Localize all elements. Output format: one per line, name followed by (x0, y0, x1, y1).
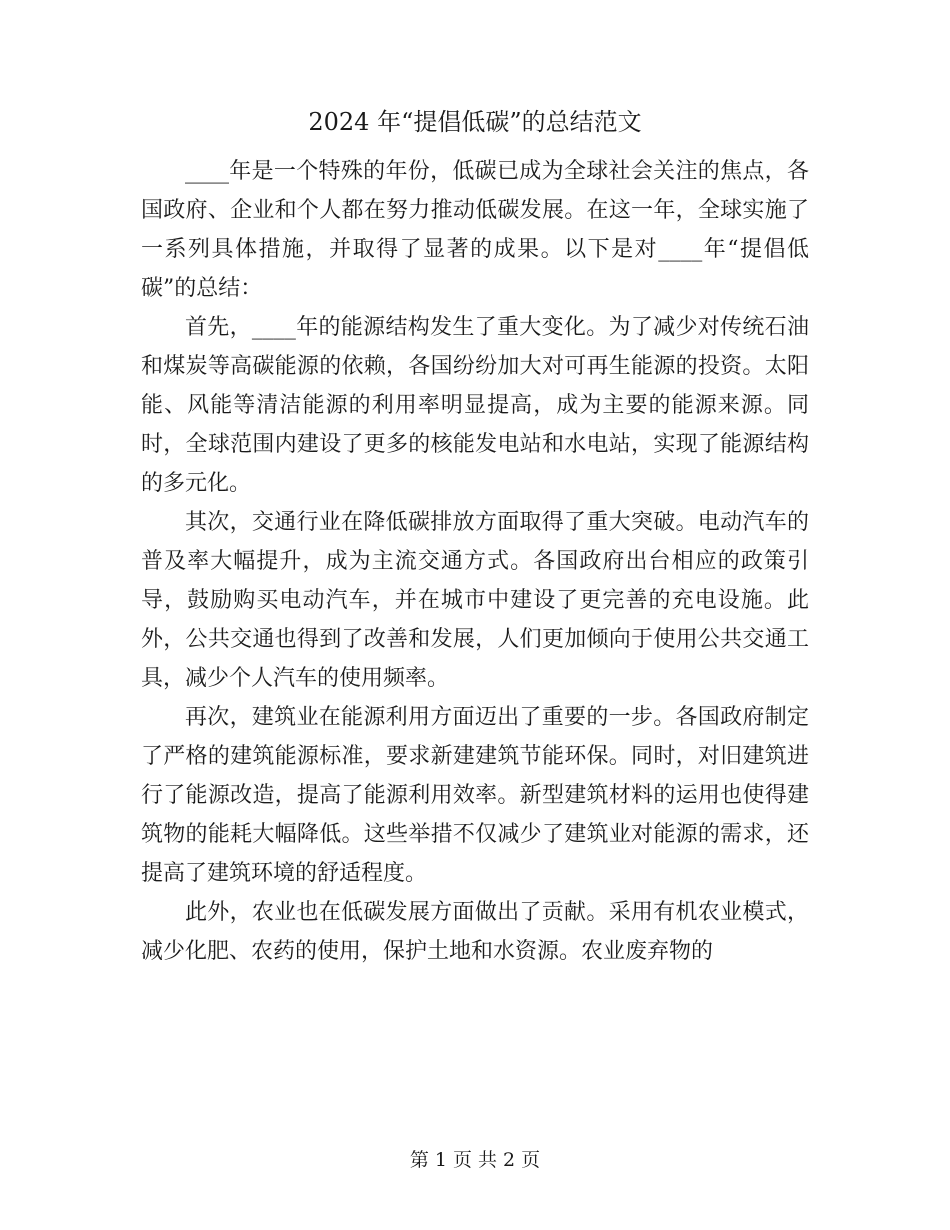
paragraph-transport: 其次，交通行业在降低碳排放方面取得了重大突破。电动汽车的普及率大幅提升，成为主流交通方式。各国政府出台相应的政策引导，鼓励购买电动汽车，并在城市中建设了更完善的充电设施。此外，公共交通也得到了改善和发展，人们更加倾向于使用公共交通工具，减少个人汽车的使用频率。 (141, 510, 809, 691)
paragraph-text: 年“提倡低碳”的总结： (141, 237, 809, 301)
fill-blank-year: ____ (185, 159, 229, 184)
paragraph-text: 年的能源结构发生了重大变化。为了减少对传统石油和煤炭等高碳能源的依赖，各国纷纷加大对可再生能源的投资。太阳能、风能等清洁能源的利用率明显提高，成为主要的能源来源。同时，全球范围内建设了更多的核能发电站和水电站，实现了能源结构的多元化。 (141, 315, 809, 496)
fill-blank-year: ____ (658, 237, 703, 262)
paragraph-energy (141, 308, 809, 503)
paragraph-text: 年是一个特殊的年份，低碳已成为全球社会关注的焦点，各国政府、企业和个人都在努力推动低碳发展。在这一年，全球实施了一系列具体措施，并取得了显著的成果。以下是对 (141, 159, 809, 262)
fill-blank-year: ____ (251, 315, 296, 340)
paragraph-agriculture: 此外，农业也在低碳发展方面做出了贡献。采用有机农业模式，减少化肥、农药的使用，保护土地和水资源。农业废弃物的 (141, 900, 809, 964)
page-footer: 第 1 页 共 2 页 (409, 1149, 541, 1171)
paragraph-construction: 再次，建筑业在能源利用方面迈出了重要的一步。各国政府制定了严格的建筑能源标准，要求新建建筑节能环保。同时，对旧建筑进行了能源改造，提高了能源利用效率。新型建筑材料的运用也使得建筑物的能耗大幅降低。这些举措不仅减少了建筑业对能源的需求，还提高了建筑环境的舒适程度。 (141, 705, 809, 886)
document-title: 2024 年“提倡低碳”的总结范文 (308, 108, 642, 136)
document-body (141, 152, 809, 971)
paragraph-lead: 首先， (185, 315, 252, 340)
paragraph-intro (141, 152, 809, 308)
